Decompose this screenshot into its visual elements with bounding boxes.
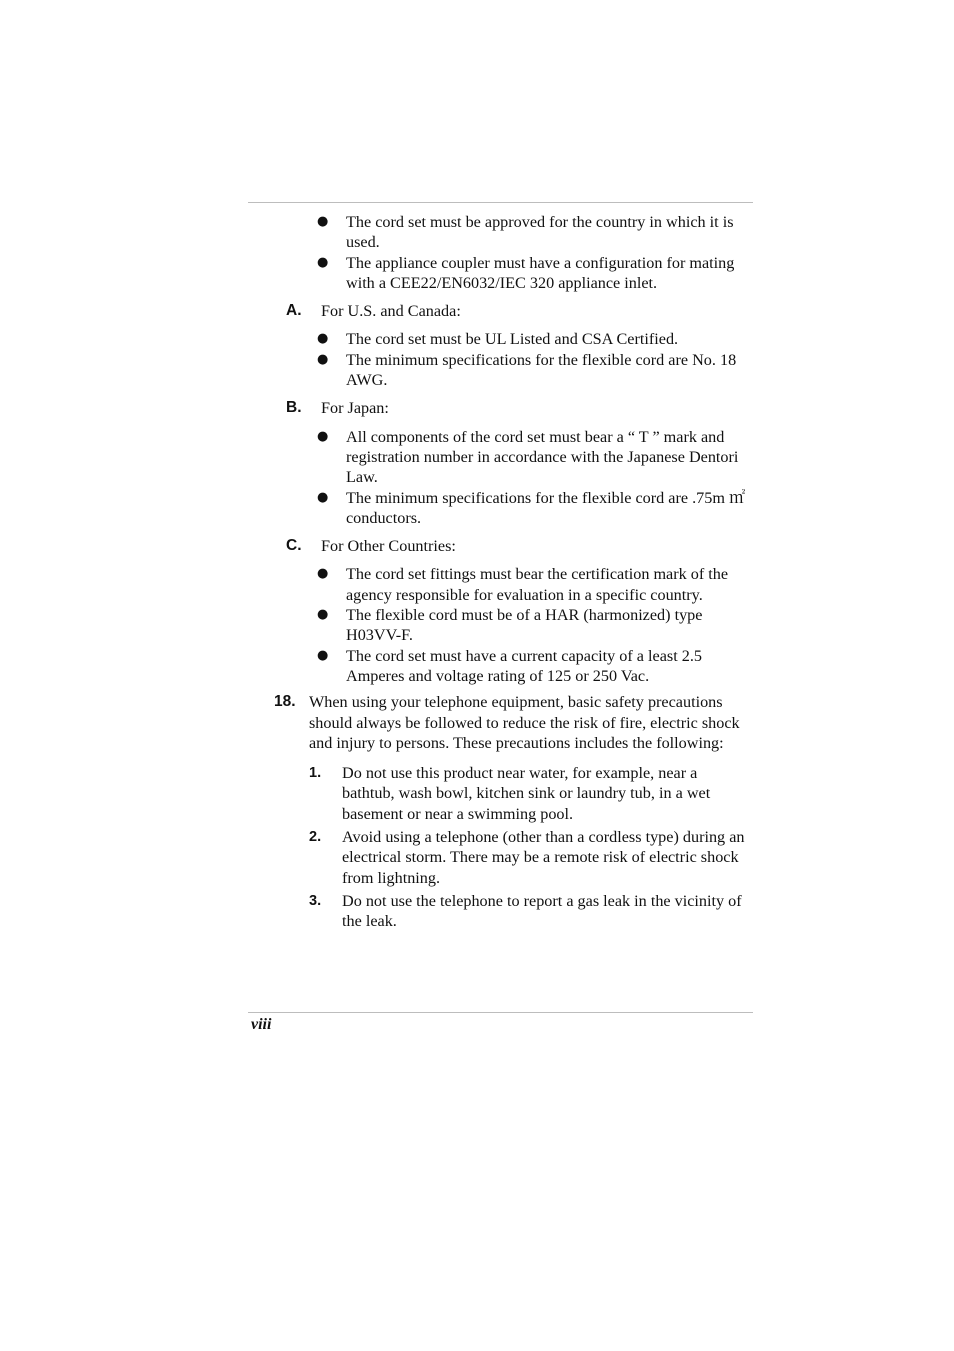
bullet-text: The minimum specifications for the flexible cord are .75m ㎡ conductors. bbox=[346, 488, 746, 527]
bullet-icon: ● bbox=[317, 607, 329, 623]
bullet-icon: ● bbox=[317, 647, 329, 663]
bullet-text: The cord set must be approved for the country in which it is used. bbox=[346, 213, 734, 252]
section-bullet bbox=[248, 329, 753, 349]
bullet-text: The cord set fittings must bear the certification mark of the agency responsible for evaluation in a specific country. bbox=[346, 565, 729, 604]
precaution-step bbox=[248, 763, 753, 824]
section-heading-a bbox=[248, 301, 753, 321]
bottom-rule bbox=[248, 1012, 753, 1013]
bullet-icon: ● bbox=[317, 351, 329, 367]
bullet-icon: ● bbox=[317, 331, 329, 347]
section-label: A. bbox=[286, 302, 302, 320]
section-bullet bbox=[248, 564, 753, 605]
section-heading-c bbox=[248, 536, 753, 556]
bullet-text: The appliance coupler must have a configuration for mating with a CEE22/EN6032/IEC 320 appliance inlet. bbox=[346, 253, 735, 292]
step-number: 2. bbox=[309, 829, 322, 846]
bullet-icon: ● bbox=[317, 214, 329, 229]
section-label: C. bbox=[286, 537, 302, 555]
step-text: Avoid using a telephone (other than a cordless type) during an electrical storm. There may be a remote risk of electric shock from lightning. bbox=[342, 828, 745, 887]
page-number: viii bbox=[251, 1016, 272, 1033]
section-title: For U.S. and Canada: bbox=[321, 302, 461, 321]
item-number: 18. bbox=[274, 693, 296, 711]
numbered-item-18 bbox=[248, 692, 753, 753]
section-bullet bbox=[248, 350, 753, 391]
bullet-icon: ● bbox=[317, 254, 329, 270]
step-number: 1. bbox=[309, 765, 322, 782]
section-bullet bbox=[248, 646, 753, 687]
bullet-text: The minimum specifications for the flexible cord are No. 18 AWG. bbox=[346, 350, 737, 390]
step-text: Do not use this product near water, for example, near a bathtub, wash bowl, kitchen sink or laundry tub, in a wet basement or near a swimming pool. bbox=[342, 764, 711, 823]
intro-bullet bbox=[248, 253, 753, 294]
bullet-icon: ● bbox=[317, 489, 329, 505]
bullet-text: The flexible cord must be of a HAR (harmonized) type H03VV-F. bbox=[346, 606, 703, 645]
section-bullet bbox=[248, 427, 753, 488]
section-label: B. bbox=[286, 399, 302, 417]
precaution-step bbox=[248, 891, 753, 932]
bullet-icon: ● bbox=[317, 566, 329, 582]
section-title: For Other Countries: bbox=[321, 537, 456, 556]
bullet-icon: ● bbox=[317, 428, 329, 444]
bullet-text: All components of the cord set must bear a “ T ” mark and registration number in accordance with the Japanese Dentori Law. bbox=[346, 427, 739, 487]
section-title: For Japan: bbox=[321, 399, 389, 418]
bullet-text: The cord set must have a current capacity of a least 2.5 Amperes and voltage rating of 125 or 250 Vac. bbox=[346, 646, 702, 685]
section-bullet bbox=[248, 605, 753, 646]
item-text: When using your telephone equipment, basic safety precautions should always be followed to reduce the risk of fire, electric shock and injury to persons. These precautions includes the following: bbox=[309, 693, 740, 752]
bullet-text: The cord set must be UL Listed and CSA Certified. bbox=[346, 330, 679, 349]
precaution-step bbox=[248, 827, 753, 888]
intro-bullet bbox=[248, 212, 753, 253]
top-rule bbox=[248, 202, 753, 203]
page-content bbox=[248, 212, 753, 935]
section-heading-b bbox=[248, 398, 753, 418]
section-bullet bbox=[248, 488, 753, 529]
step-number: 3. bbox=[309, 892, 322, 909]
step-text: Do not use the telephone to report a gas leak in the vicinity of the leak. bbox=[342, 891, 742, 931]
